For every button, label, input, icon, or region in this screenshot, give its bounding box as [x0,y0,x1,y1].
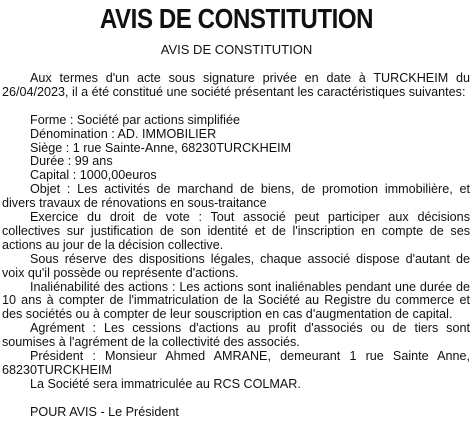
paragraph-voting-rights: Exercice du droit de vote : Tout associé peut participer aux décisions collectives sur justification de son identité et de l'inscription en compte de ses actions au jour de la décision collective. [2,210,470,252]
paragraph-votes: Sous réserve des dispositions légales, chaque associé dispose d'autant de voix qu'il possède ou représente d'actions. [2,251,470,280]
paragraph-inalienability: Inaliénabilité des actions : Les actions sont inaliénables pendant une durée de 10 ans à compter de l'immatriculation de la Société au Registre du commerce et des sociétés ou à compter de leur souscription en cas d'augmentation de capital. [2,279,470,322]
field-form: Forme : Société par actions simplifiée [30,112,240,127]
field-seat: Siège : 1 rue Sainte-Anne, 68230TURCKHEIM [30,140,292,155]
spacer [2,392,470,406]
notice-subheadline: AVIS DE CONSTITUTION [160,42,313,57]
paragraph-approval: Agrément : Les cessions d'actions au profit d'associés ou de tiers sont soumises à l'agrément de la collectivité des associés. [2,321,470,350]
field-duration: Durée : 99 ans [30,154,113,169]
notice-headline: AVIS DE CONSTITUTION [99,3,374,34]
notice-body [2,72,470,420]
paragraph-president: Président : Monsieur Ahmed AMRANE, demeurant 1 rue Sainte Anne, 68230TURCKHEIM [2,349,470,378]
field-denomination: Dénomination : AD. IMMOBILIER [30,126,217,141]
spacer [2,100,470,114]
paragraph-registration: La Société sera immatriculée au RCS COLMAR. [30,376,301,391]
intro-paragraph: Aux termes d'un acte sous signature privée en date à TURCKHEIM du 26/04/2023, il a été constitué une société présentant les caractéristiques suivantes: [2,71,470,99]
paragraph-object: Objet : Les activités de marchand de biens, de promotion immobilière, et divers travaux de rénovations en sous-traitance [2,182,470,211]
closing-signature: POUR AVIS - Le Président [30,404,179,419]
field-capital: Capital : 1000,00euros [30,168,157,183]
